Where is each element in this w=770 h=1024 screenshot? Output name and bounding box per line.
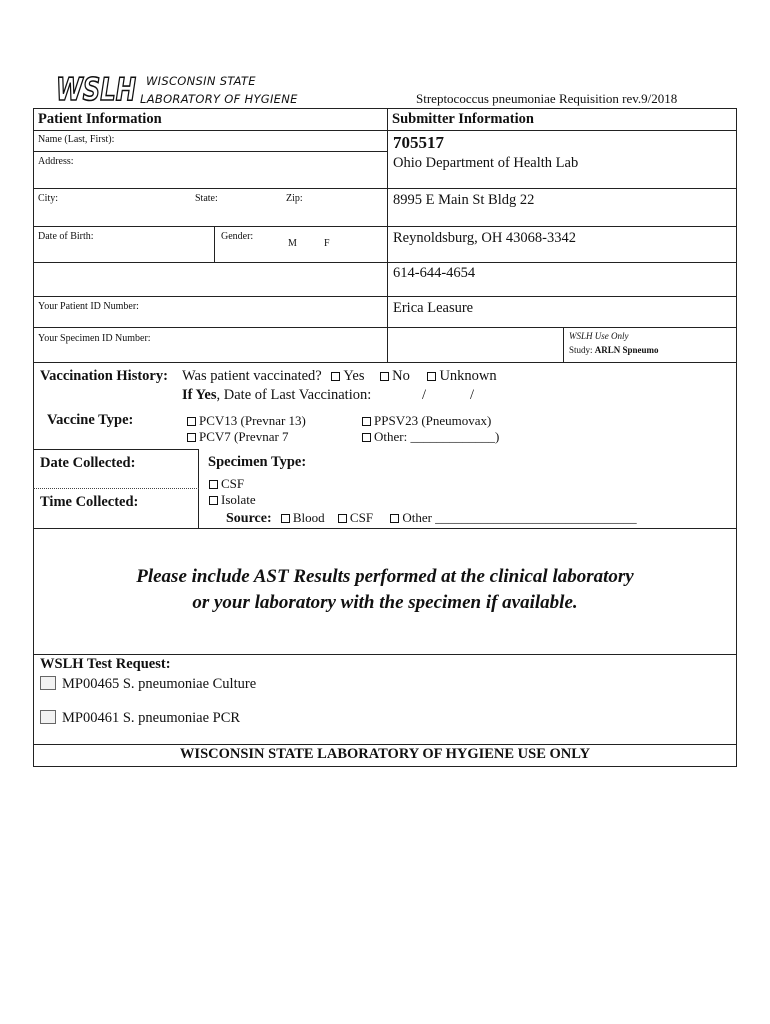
source-label: Source: xyxy=(226,511,272,526)
submitter-contact: Erica Leasure xyxy=(393,300,474,316)
submitter-id: 705517 xyxy=(393,133,444,152)
vaccination-question-row xyxy=(182,368,497,385)
test-request-label: WSLH Test Request: xyxy=(40,656,171,672)
wslh-use-divider xyxy=(563,327,564,362)
right-rule xyxy=(736,108,737,767)
patient-id-label: Your Patient ID Number: xyxy=(38,301,139,312)
source-csf[interactable] xyxy=(338,510,373,525)
state-label: State: xyxy=(195,193,218,204)
source-csf-label: CSF xyxy=(349,510,374,525)
source-other-label: Other _______________________________ xyxy=(402,510,637,525)
last-vaccination-row xyxy=(182,387,371,404)
top-rule xyxy=(33,108,737,109)
vacc-unknown-option[interactable] xyxy=(427,368,496,384)
vacc-yes-label: Yes xyxy=(343,368,365,384)
test-culture-label: MP00465 S. pneumoniae Culture xyxy=(62,676,257,692)
date-slash-2: / xyxy=(470,387,475,403)
vacc-no-option[interactable] xyxy=(380,368,410,384)
vaccination-history-label: Vaccination History: xyxy=(40,368,168,384)
vaccine-type-label: Vaccine Type: xyxy=(47,412,134,428)
date-collected-label: Date Collected: xyxy=(40,455,136,471)
ast-notice xyxy=(33,564,737,616)
center-rule xyxy=(387,108,388,362)
checkbox-icon[interactable] xyxy=(380,372,389,381)
submitter-phone: 614-644-4654 xyxy=(393,265,476,281)
submitter-info-header: Submitter Information xyxy=(392,111,534,127)
wslh-use-label: WSLH Use Only xyxy=(569,331,629,341)
city-label: City: xyxy=(38,193,59,204)
test-request-pcr[interactable] xyxy=(40,710,240,727)
name-label: Name (Last, First): xyxy=(38,134,115,145)
row-rule xyxy=(33,262,737,263)
specimen-id-label: Your Specimen ID Number: xyxy=(38,333,151,344)
vaccine-pcv7[interactable] xyxy=(187,429,289,445)
specimen-isolate-label: Isolate xyxy=(221,492,256,507)
vaccine-pcv13[interactable] xyxy=(187,413,306,429)
collection-dotted-rule xyxy=(33,488,199,489)
checkbox-icon[interactable] xyxy=(209,496,218,505)
ast-notice-line-2: or your laboratory with the specimen if available. xyxy=(192,592,578,613)
test-pcr-label: MP00461 S. pneumoniae PCR xyxy=(62,710,241,726)
checkbox-icon[interactable] xyxy=(40,676,56,690)
row-rule xyxy=(33,296,737,297)
ast-notice-line-1: Please include AST Results performed at the clinical laboratory xyxy=(136,566,634,587)
wslh-logo-mark xyxy=(55,70,138,108)
patient-info-header: Patient Information xyxy=(38,111,162,127)
row-rule xyxy=(33,226,737,227)
gender-label: Gender: xyxy=(221,231,254,242)
last-vaccination-label: , Date of Last Vaccination: xyxy=(216,387,372,403)
specimen-csf-label: CSF xyxy=(221,476,245,491)
source-blood-label: Blood xyxy=(292,510,325,525)
source-row xyxy=(226,510,637,527)
row-rule xyxy=(33,188,737,189)
checkbox-icon[interactable] xyxy=(362,417,371,426)
ppsv23-label: PPSV23 (Pneumovax) xyxy=(374,413,492,428)
logo-line-2: LABORATORY OF HYGIENE xyxy=(140,92,298,106)
study-label: Study: xyxy=(569,345,593,355)
submitter-street: 8995 E Main St Bldg 22 xyxy=(393,192,535,208)
checkbox-icon[interactable] xyxy=(209,480,218,489)
study-value: ARLN Spneumo xyxy=(594,345,659,355)
footer-top-rule xyxy=(33,744,737,745)
notice-top-rule xyxy=(33,528,737,529)
if-yes-label: If Yes xyxy=(182,387,217,403)
vaccine-other-label: Other: _____________) xyxy=(374,429,500,444)
vaccine-other[interactable] xyxy=(362,429,499,445)
vacc-unknown-label: Unknown xyxy=(439,368,497,384)
dob-label: Date of Birth: xyxy=(38,231,94,242)
gender-m[interactable]: M xyxy=(288,238,297,249)
wslh-use-only-bar: WISCONSIN STATE LABORATORY OF HYGIENE USE ONLY xyxy=(179,746,591,762)
specimen-isolate[interactable] xyxy=(209,492,256,508)
specimen-type-label: Specimen Type: xyxy=(208,454,307,470)
zip-label: Zip: xyxy=(286,193,303,204)
time-collected-label: Time Collected: xyxy=(40,494,139,510)
collection-top-rule xyxy=(33,449,199,450)
form-title: Streptococcus pneumoniae Requisition rev.9/2018 xyxy=(416,91,678,106)
date-slash-1: / xyxy=(422,387,427,403)
source-other[interactable] xyxy=(390,510,636,525)
vaccination-question: Was patient vaccinated? xyxy=(182,368,322,384)
row-rule xyxy=(33,151,387,152)
footer-bottom-rule xyxy=(33,766,737,767)
submitter-org: Ohio Department of Health Lab xyxy=(393,155,579,171)
pcv7-label: PCV7 (Prevnar 7 xyxy=(199,429,289,444)
checkbox-icon[interactable] xyxy=(187,433,196,442)
gender-f[interactable]: F xyxy=(324,238,330,249)
pcv13-label: PCV13 (Prevnar 13) xyxy=(199,413,306,428)
wslh-study xyxy=(569,345,659,355)
checkbox-icon[interactable] xyxy=(390,514,399,523)
submitter-city-state-zip: Reynoldsburg, OH 43068-3342 xyxy=(393,230,576,246)
checkbox-icon[interactable] xyxy=(331,372,340,381)
address-label: Address: xyxy=(38,156,74,167)
logo-line-1: WISCONSIN STATE xyxy=(146,74,256,88)
row-rule xyxy=(33,362,737,363)
test-request-culture[interactable] xyxy=(40,676,256,693)
vacc-no-label: No xyxy=(392,368,410,384)
checkbox-icon[interactable] xyxy=(338,514,347,523)
notice-bottom-rule xyxy=(33,654,737,655)
checkbox-icon[interactable] xyxy=(187,417,196,426)
vaccine-ppsv23[interactable] xyxy=(362,413,491,429)
logo-mark-text: WSLH xyxy=(56,72,137,108)
checkbox-icon[interactable] xyxy=(40,710,56,724)
checkbox-icon[interactable] xyxy=(281,514,290,523)
specimen-csf[interactable] xyxy=(209,476,244,492)
row-rule xyxy=(33,130,737,131)
left-rule xyxy=(33,108,34,767)
vacc-yes-option[interactable] xyxy=(331,368,364,384)
checkbox-icon[interactable] xyxy=(362,433,371,442)
checkbox-icon[interactable] xyxy=(427,372,436,381)
row-rule xyxy=(33,327,737,328)
dob-gender-divider xyxy=(214,226,215,263)
source-blood[interactable] xyxy=(281,510,325,525)
